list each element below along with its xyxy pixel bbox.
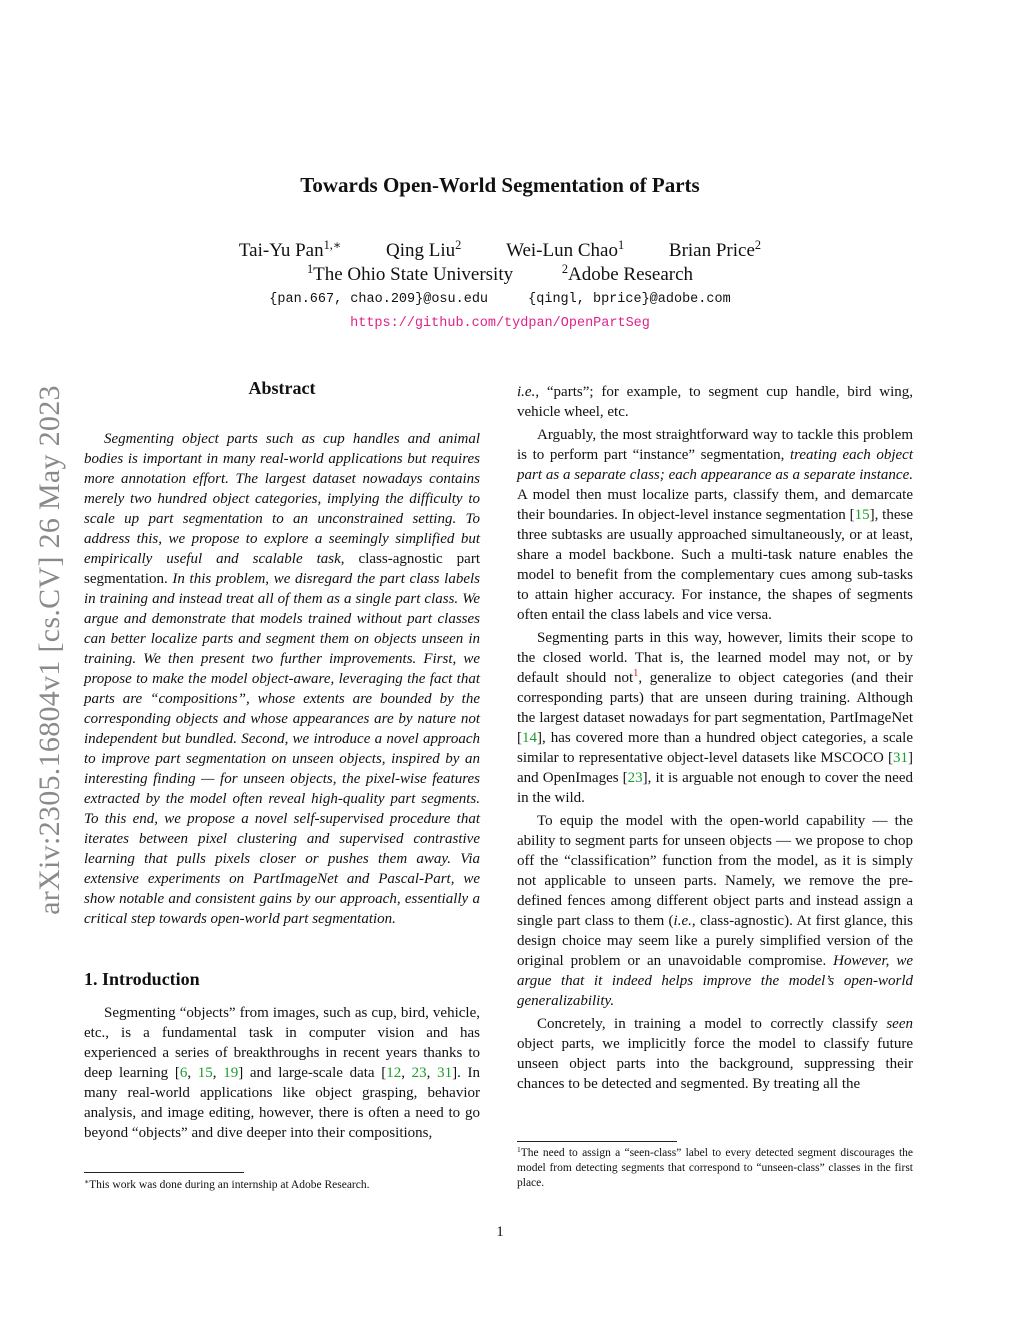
author-list xyxy=(0,240,1000,262)
citation[interactable]: 31 xyxy=(437,1065,453,1081)
intro-paragraph-2: Arguably, the most straightforward way to tackle this problem is to perform part “instance” segmentation, treating each object part as a separate class; each appearance as a separate instance. A model then must localize parts, classify them, and demarcate their boundaries. In object-level instance segmentation [15], these three subtasks are usually approached simultaneously, or at least, share a model backbone. Such a multi-task nature enables the model to benefit from the complementary cues among sub-tasks to attain higher accuracy. For instance, the shapes of segments often entail the class labels and vice versa. xyxy=(517,427,913,623)
author: Brian Price$^2$ xyxy=(668,238,762,261)
intro-paragraph-1: Segmenting “objects” from images, such as cup, bird, vehicle, etc., is a fundamental task in computer vision and has experienced a series of breakthroughs in recent years thanks to deep learning [6, 15, 19] and large-scale data [12, 23, 31]. In many real-world applications like object grasping, behavior analysis, and image editing, however, there is often a need to go beyond “objects” and dive deeper into their compositions, xyxy=(84,1005,481,1141)
author: Wei-Lun Chao$^1$ xyxy=(506,238,625,261)
section-heading-introduction: 1. Introduction xyxy=(84,969,200,989)
arxiv-stamp: arXiv:2305.16804v1 [cs.CV] 26 May 2023 xyxy=(33,385,66,915)
affiliation: $^2$Adobe Research xyxy=(561,262,694,285)
email: {qingl, bprice}@adobe.com xyxy=(528,292,731,307)
intro-paragraph-1-continued: i.e., “parts”; for example, to segment cup handle, bird wing, vehicle wheel, etc. xyxy=(517,384,913,420)
citation[interactable]: 14 xyxy=(522,730,537,746)
author: Qing Liu$^2$ xyxy=(386,238,462,261)
email: {pan.667, chao.209}@osu.edu xyxy=(269,292,489,307)
code-link[interactable]: https://github.com/tydpan/OpenPartSeg xyxy=(350,316,650,331)
footnote-ref[interactable]: 1 xyxy=(633,668,639,680)
citation[interactable]: 19 xyxy=(223,1065,239,1081)
citation[interactable]: 23 xyxy=(627,770,643,786)
affiliation: $^1$The Ohio State University xyxy=(306,262,514,285)
abstract-heading: Abstract xyxy=(248,378,316,398)
intro-paragraph-5: Concretely, in training a model to correctly classify seen object parts, we implicitly force the model to classify future unseen object parts into the background, suppressing their chances to be detected and segmented. By treating all the xyxy=(517,1016,913,1092)
paper-title: Towards Open-World Segmentation of Parts xyxy=(300,173,700,197)
footnote-rule xyxy=(517,1141,677,1142)
footnote-right: $^1$The need to assign a “seen-class” label to every detected segment discourages the model from detecting segments that correspond to “unseen-class” classes in the first place. xyxy=(517,1144,913,1189)
citation[interactable]: 23 xyxy=(411,1065,427,1081)
intro-paragraph-3: Segmenting parts in this way, however, limits their scope to the closed world. That is, the learned model may not, or by default should not$^1$, generalize to object categories (and their corresponding parts) that are unseen during training. Although the largest dataset nowadays for part segmentation, PartImageNet [14], has covered more than a hundred object categories, a scale similar to representative object-level datasets like MSCOCO [31] and OpenImages [23], it is arguable not enough to cover the need in the wild. xyxy=(517,630,913,806)
footnote-rule xyxy=(84,1172,244,1173)
citation[interactable]: 12 xyxy=(386,1065,402,1081)
author: Tai-Yu Pan$^{1,∗}$ xyxy=(238,238,342,261)
page-number: 1 xyxy=(496,1224,504,1240)
citation[interactable]: 6 xyxy=(179,1065,188,1081)
footnote-left: ∗This work was done during an internship at Adobe Research. xyxy=(84,1176,370,1191)
citation[interactable]: 15 xyxy=(854,507,870,523)
affiliation-list xyxy=(0,264,1000,286)
email-list xyxy=(0,292,1000,307)
intro-paragraph-4: To equip the model with the open-world capability — the ability to segment parts for unseen objects — we propose to chop off the “classification” function from the model, as it is simply not applicable to unseen parts. Namely, we remove the pre-defined fences among different object parts and instead assign a single part class to them (i.e., class-agnostic). At first glance, this design choice may seem like a purely simplified version of the original problem or an unavoidable compromise. However, we argue that it indeed helps improve the model’s open-world generalizability. xyxy=(517,813,913,1009)
left-column xyxy=(84,378,480,1146)
citation[interactable]: 31 xyxy=(893,750,908,766)
right-column xyxy=(517,382,913,1097)
abstract-text: Segmenting object parts such as cup handles and animal bodies is important in many real-world applications but requires more annotation effort. The largest dataset nowadays contains merely two hundred object categories, implying the difficulty to scale up part segmentation to an unconstrained setting. To address this, we propose to explore a seemingly simplified but empirically useful and scalable task, class-agnostic part segmentation. In this problem, we disregard the part class labels in training and instead treat all of them as a single part class. We argue and demonstrate that models trained without part classes can better localize parts and segment them on objects unseen in training. We then present two further improvements. First, we propose to make the model object-aware, leveraging the fact that parts are “compositions”, whose extents are bounded by the corresponding objects and whose appearances are by nature not independent but bundled. Second, we introduce a novel approach to improve part segmentation on unseen objects, inspired by an interesting finding — for unseen objects, the pixel-wise features extracted by the model often reveal high-quality part segments. To this end, we propose a novel self-supervised procedure that iterates between pixel clustering and supervised contrastive learning that pulls pixels closer or pushes them away. Via extensive experiments on PartImageNet and Pascal-Part, we show notable and consistent gains by our approach, essentially a critical step towards open-world part segmentation. xyxy=(84,431,481,927)
citation[interactable]: 15 xyxy=(197,1065,213,1081)
